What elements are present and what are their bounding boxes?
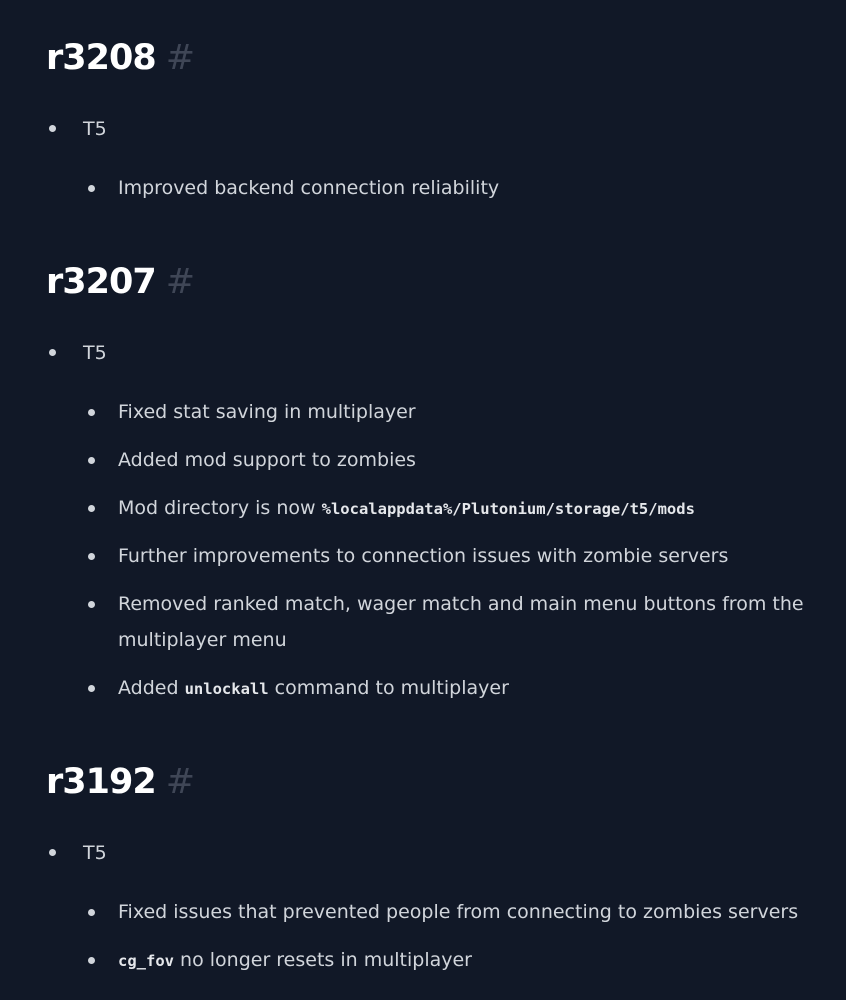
list-item: Fixed stat saving in multiplayer	[118, 401, 416, 423]
bullet-icon	[88, 601, 95, 608]
list-item: Removed ranked match, wager match and main menu buttons from the	[118, 593, 804, 615]
bullet-icon	[88, 409, 95, 416]
list-item: Improved backend connection reliability	[118, 177, 500, 199]
list-item-continuation: multiplayer menu	[118, 629, 287, 651]
list-item: Further improvements to connection issues with zombie servers	[118, 545, 729, 567]
bullet-icon	[88, 685, 95, 692]
release-version: r3192	[46, 762, 156, 802]
bullet-icon	[49, 125, 56, 132]
release-heading	[46, 38, 195, 78]
bullet-icon	[88, 457, 95, 464]
heading-anchor-link[interactable]: #	[165, 762, 196, 802]
list-item: Added unlockall command to multiplayer	[118, 677, 509, 699]
list-item: Added mod support to zombies	[118, 449, 416, 471]
bullet-icon	[49, 349, 56, 356]
bullet-icon	[88, 957, 95, 964]
list-item: Fixed issues that prevented people from connecting to zombies servers	[118, 901, 799, 923]
release-heading	[46, 262, 195, 302]
inline-code-command: unlockall	[184, 680, 269, 698]
bullet-icon	[88, 185, 95, 192]
release-version: r3208	[46, 38, 156, 78]
release-heading	[46, 762, 195, 802]
list-item: Mod directory is now %localappdata%/Plutonium/storage/t5/mods	[118, 497, 695, 519]
heading-anchor-link[interactable]: #	[165, 38, 196, 78]
group-label: T5	[83, 842, 107, 864]
inline-code-path: %localappdata%/Plutonium/storage/t5/mods	[321, 500, 695, 518]
bullet-icon	[88, 505, 95, 512]
heading-anchor-link[interactable]: #	[165, 262, 196, 302]
inline-code-variable: cg_fov	[118, 952, 174, 970]
bullet-icon	[88, 553, 95, 560]
group-label: T5	[83, 118, 107, 140]
bullet-icon	[49, 849, 56, 856]
bullet-icon	[88, 909, 95, 916]
release-version: r3207	[46, 262, 156, 302]
group-label: T5	[83, 342, 107, 364]
list-item: cg_fov no longer resets in multiplayer	[118, 949, 472, 971]
